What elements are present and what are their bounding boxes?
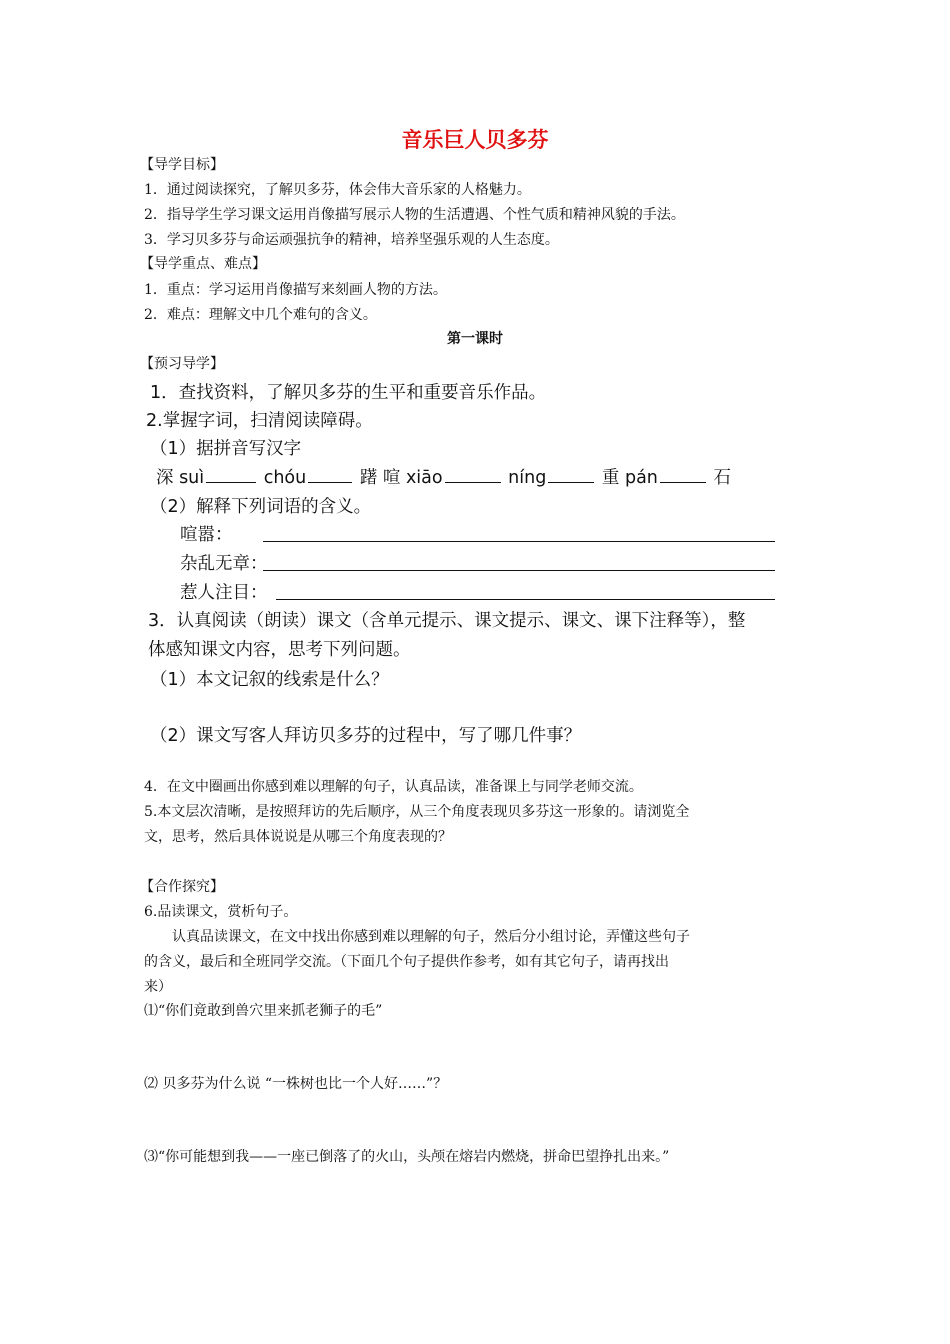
preview-q2-2: （2）解释下列词语的含义。 <box>150 497 372 517</box>
blank-line[interactable] <box>660 468 706 483</box>
pinyin-text: chóu <box>263 468 307 488</box>
pinyin-text: níng <box>508 468 547 488</box>
pinyin-row <box>156 464 731 489</box>
pinyin-text: 躇 喧 xiāo <box>359 468 443 488</box>
document-title: 音乐巨人贝多芬 <box>401 128 549 152</box>
blank-line[interactable] <box>445 468 501 483</box>
preview-q5-line1: 5.本文层次清晰，是按照拜访的先后顺序，从三个角度表现贝多芬这一形象的。请浏览全 <box>144 804 690 820</box>
preview-heading: 【预习导学】 <box>140 356 224 372</box>
blank-line[interactable] <box>548 468 594 483</box>
preview-q4: 4．在文中圈画出你感到难以理解的句子，认真品读，准备课上与同学老师交流。 <box>144 779 643 795</box>
goal-item: 1．通过阅读探究，了解贝多芬，体会伟大音乐家的人格魅力。 <box>144 182 531 198</box>
preview-q3-line1: 3．认真阅读（朗读）课文（含单元提示、课文提示、课文、课下注释等），整 <box>148 611 746 631</box>
sentence-3: ⑶“你可能想到我——一座已倒落了的火山，头颅在熔岩内燃烧，拼命巴望挣扎出来。” <box>144 1149 670 1165</box>
goal-item: 2．指导学生学习课文运用肖像描写展示人物的生活遭遇、个性气质和精神风貌的手法。 <box>144 207 685 223</box>
preview-q3-line2: 体感知课文内容，思考下列问题。 <box>148 640 411 660</box>
preview-q3-1: （1）本文记叙的线索是什么？ <box>150 670 389 690</box>
preview-q1: 1．查找资料，了解贝多芬的生平和重要音乐作品。 <box>150 383 547 403</box>
word-label: 杂乱无章： <box>180 554 268 574</box>
answer-line[interactable] <box>263 570 775 571</box>
blank-line[interactable] <box>308 468 352 483</box>
cooperate-q6: 6.品读课文，赏析句子。 <box>144 904 298 920</box>
sentence-1: ⑴“你们竟敢到兽穴里来抓老狮子的毛” <box>144 1003 383 1019</box>
preview-q2: 2.掌握字词，扫清阅读障碍。 <box>146 411 373 431</box>
lesson-heading: 第一课时 <box>447 331 503 347</box>
preview-q2-1: （1）据拼音写汉字 <box>150 439 302 459</box>
preview-q5-line2: 文，思考，然后具体说说是从哪三个角度表现的？ <box>144 829 452 845</box>
pinyin-text: 石 <box>713 468 731 488</box>
pinyin-text: 重 pán <box>601 468 658 488</box>
sentence-2: ⑵ 贝多芬为什么说 “一株树也比一个人好……”？ <box>144 1076 448 1092</box>
answer-line[interactable] <box>263 541 775 542</box>
key-points-heading: 【导学重点、难点】 <box>140 256 266 272</box>
word-label: 喧嚣： <box>180 525 233 545</box>
pinyin-text: 深 suì <box>156 468 205 488</box>
goals-heading: 【导学目标】 <box>140 157 224 173</box>
goal-item: 3．学习贝多芬与命运顽强抗争的精神，培养坚强乐观的人生态度。 <box>144 232 559 248</box>
blank-line[interactable] <box>206 468 256 483</box>
key-point-item: 1．重点：学习运用肖像描写来刻画人物的方法。 <box>144 282 447 298</box>
cooperate-heading: 【合作探究】 <box>140 879 224 895</box>
cooperate-intro-line2: 的含义，最后和全班同学交流。（下面几个句子提供作参考，如有其它句子，请再找出 <box>144 954 669 970</box>
cooperate-intro-line3: 来） <box>144 979 172 995</box>
key-point-item: 2．难点：理解文中几个难句的含义。 <box>144 307 377 323</box>
answer-line[interactable] <box>276 599 775 600</box>
preview-q3-2: （2）课文写客人拜访贝多芬的过程中，写了哪几件事？ <box>150 726 582 746</box>
word-label: 惹人注目： <box>180 583 268 603</box>
cooperate-intro-line1: 认真品读课文，在文中找出你感到难以理解的句子，然后分小组讨论，弄懂这些句子 <box>172 929 690 945</box>
